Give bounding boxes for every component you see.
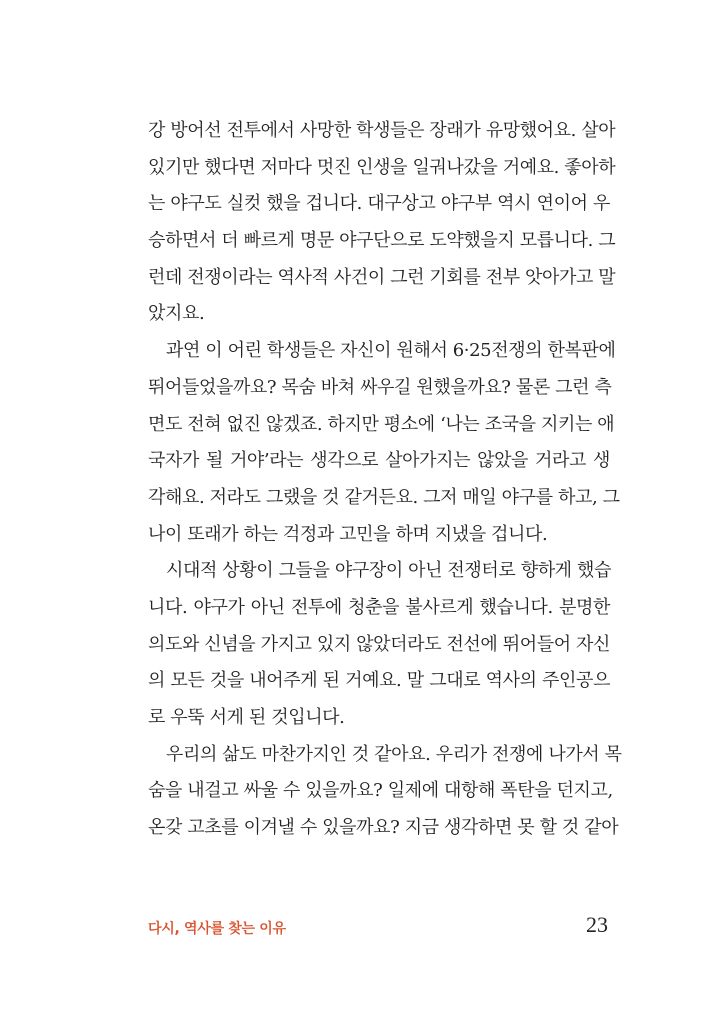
text-line: 로 우뚝 서게 된 것입니다. (148, 707, 345, 728)
text-line: 각해요. 저라도 그랬을 것 같거든요. 그저 매일 야구를 하고, 그 (148, 486, 620, 508)
text-line: 있기만 했다면 저마다 멋진 인생을 일궈나갔을 거예요. 좋아하 (148, 156, 616, 178)
running-title: 다시, 역사를 찾는 이유 (148, 921, 286, 937)
text-line: 니다. 야구가 아닌 전투에 청춘을 불사르게 했습니다. 분명한 (148, 596, 610, 618)
page-number: 23 (586, 912, 608, 937)
text-line: 는 야구도 실컷 했을 겁니다. 대구상고 야구부 역시 연이어 우 (148, 193, 610, 215)
text-line: 의도와 신념을 가지고 있지 않았더라도 전선에 뛰어들어 자신 (148, 633, 610, 655)
text-line: 시대적 상황이 그들을 야구장이 아닌 전쟁터로 향하게 했습 (166, 560, 611, 582)
text-line: 강 방어선 전투에서 사망한 학생들은 장래가 유망했어요. 살아 (148, 120, 616, 141)
text-line: 숨을 내걸고 싸울 수 있을까요? 일제에 대항해 폭탄을 던지고, (148, 780, 613, 802)
text-line: 면도 전혀 없진 않겠죠. 하지만 평소에 ‘나는 조국을 지키는 애 (148, 413, 615, 435)
text-line: 뛰어들었을까요? 목숨 바쳐 싸우길 원했을까요? 물론 그런 측 (148, 376, 612, 398)
text-line: 나이 또래가 하는 걱정과 고민을 하며 지냈을 겁니다. (148, 523, 548, 545)
text-line: 았지요. (148, 303, 205, 325)
text-line: 승하면서 더 빠르게 명문 야구단으로 도약했을지 모릅니다. 그 (148, 230, 616, 252)
text-line: 의 모든 것을 내어주게 된 거예요. 말 그대로 역사의 주인공으 (148, 670, 610, 692)
text-line: 과연 이 어린 학생들은 자신이 원해서 6·25전쟁의 한복판에 (166, 340, 616, 362)
text-line: 국자가 될 거야’라는 생각으로 살아가지는 않았을 거라고 생 (148, 450, 610, 472)
body-text (148, 113, 622, 847)
text-line: 온갖 고초를 이겨낼 수 있을까요? 지금 생각하면 못 할 것 같아 (148, 817, 619, 839)
text-line: 런데 전쟁이라는 역사적 사건이 그런 기회를 전부 앗아가고 말 (148, 266, 616, 288)
text-line: 우리의 삶도 마찬가지인 것 같아요. 우리가 전쟁에 나가서 목 (166, 743, 622, 765)
